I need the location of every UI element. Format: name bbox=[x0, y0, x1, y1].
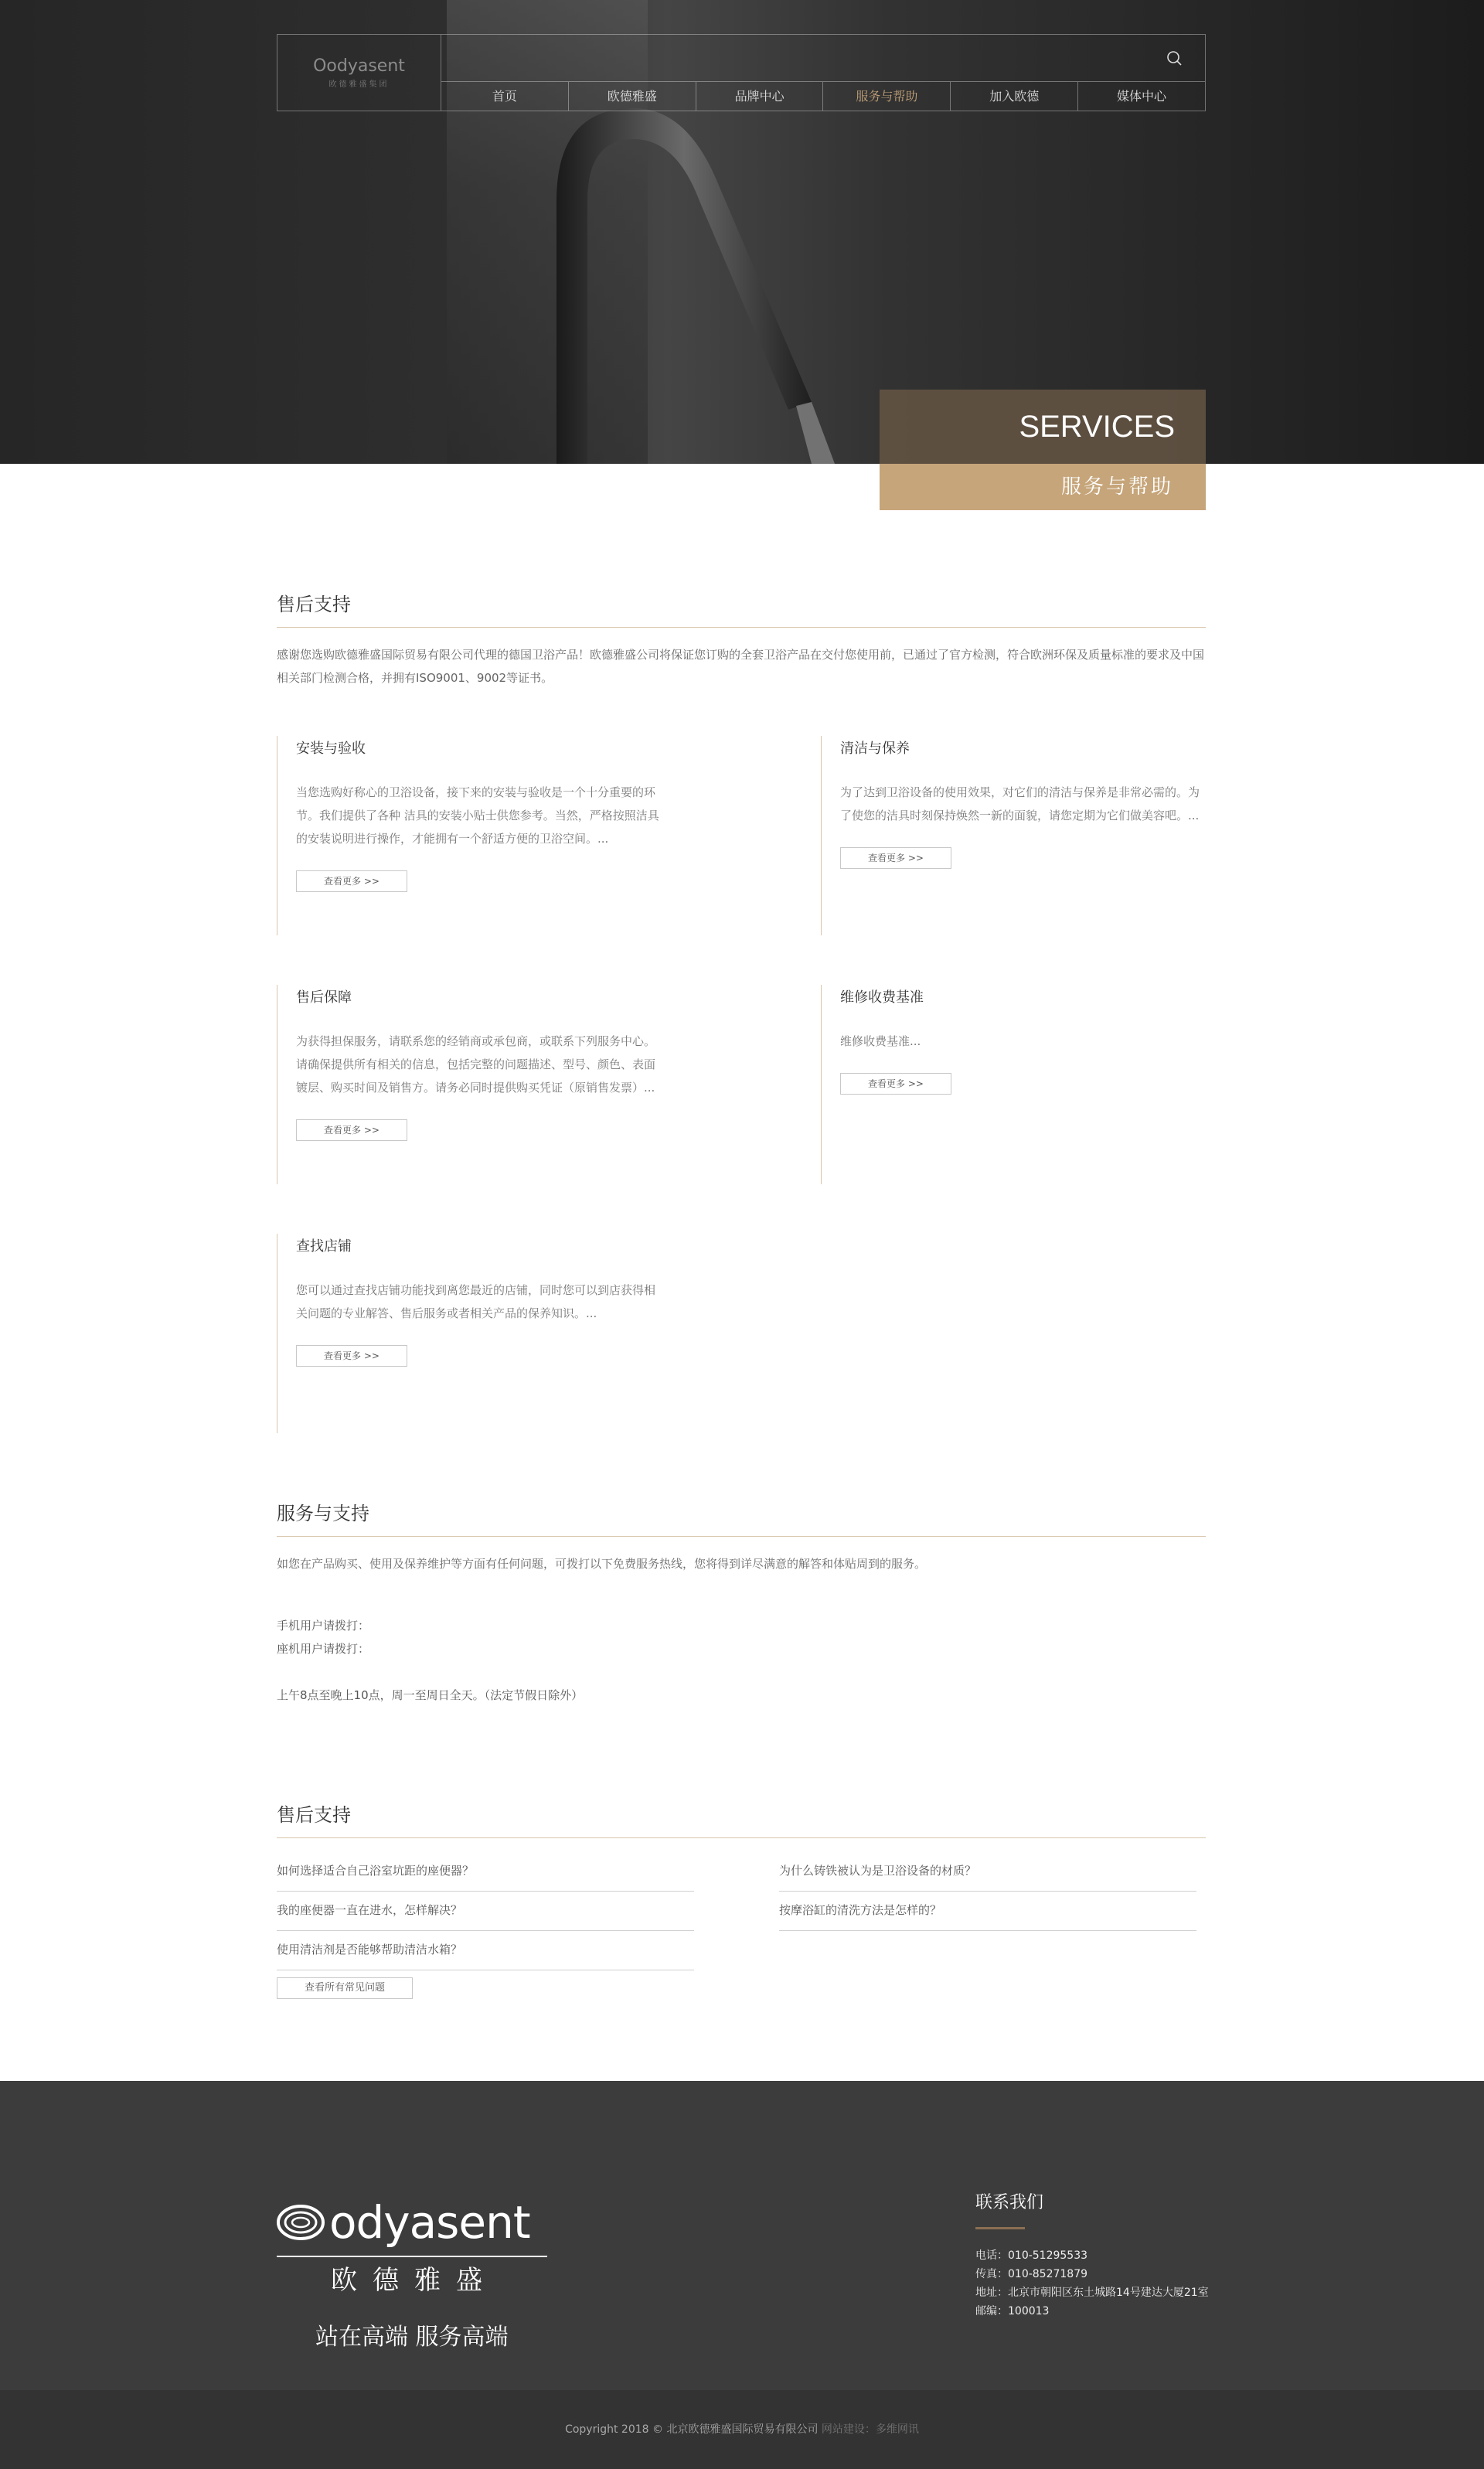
service-support-section bbox=[277, 1498, 1206, 1707]
footer-logo-line bbox=[277, 2256, 547, 2257]
copyright-bar bbox=[0, 2390, 1484, 2469]
contact-block bbox=[975, 2189, 1209, 2321]
contact-address: 地址：北京市朝阳区东土城路14号建达大厦21室 bbox=[975, 2287, 1209, 2299]
card-more-button[interactable]: 查看更多 >> bbox=[296, 870, 407, 892]
card-title: 售后保障 bbox=[296, 989, 352, 1006]
mobile-hotline: 手机用户请拨打： bbox=[277, 1619, 370, 1633]
card-text: 当您选购好称心的卫浴设备，接下来的安装与验收是一个十分重要的环节。我们提供了各种 洁具的安装小贴士供您参考。当然，严格按照洁具的安装说明进行操作，才能拥有一个舒适方便的卫浴空间。... bbox=[296, 785, 659, 846]
logo-mark-icon bbox=[277, 2205, 325, 2240]
card-more-button[interactable]: 查看更多 >> bbox=[840, 1073, 951, 1095]
faq-section bbox=[277, 1800, 1206, 1838]
all-faq-button[interactable]: 查看所有常见问题 bbox=[277, 1977, 413, 1999]
card-text: 为获得担保服务，请联系您的经销商或承包商，或联系下列服务中心。请确保提供所有相关的信息，包括完整的问题描述、型号、颜色、表面镀层、购买时间及销售方。请务必同时提供购买凭证（原销售发票）... bbox=[296, 1034, 656, 1095]
faq-item[interactable]: 按摩浴缸的清洗方法是怎样的？ bbox=[779, 1892, 1196, 1931]
landline-hotline: 座机用户请拨打： bbox=[277, 1642, 370, 1656]
contact-lines bbox=[975, 2246, 1209, 2321]
search-button[interactable] bbox=[1165, 49, 1183, 67]
card-text: 维修收费基准... bbox=[840, 1034, 921, 1048]
card-text: 为了达到卫浴设备的使用效果，对它们的清洁与保养是非常必需的。为了使您的洁具时刻保持焕然一新的面貌，请您定期为它们做美容吧。... bbox=[840, 785, 1200, 822]
menu-item-join[interactable]: 加入欧德 bbox=[950, 82, 1077, 111]
main-menu bbox=[441, 81, 1205, 111]
contact-fax: 传真：010-85271879 bbox=[975, 2268, 1088, 2280]
faq-item[interactable]: 如何选择适合自己浴室坑距的座便器？ bbox=[277, 1852, 694, 1892]
header-logo[interactable] bbox=[277, 35, 441, 111]
footer-logo[interactable] bbox=[277, 2196, 555, 2296]
footer-logo-word: odyasent bbox=[329, 2196, 530, 2249]
faq-item[interactable]: 为什么铸铁被认为是卫浴设备的材质？ bbox=[779, 1852, 1196, 1892]
menu-item-brand[interactable]: 品牌中心 bbox=[696, 82, 823, 111]
after-sales-title: 售后支持 bbox=[277, 589, 1206, 628]
contact-phone: 电话：010-51295533 bbox=[975, 2249, 1088, 2262]
footer-slogan: 站在高端 服务高端 bbox=[315, 2324, 509, 2351]
banner-title-cn: 服务与帮助 bbox=[880, 464, 1206, 510]
card-more-button[interactable]: 查看更多 >> bbox=[840, 847, 951, 869]
menu-item-media[interactable]: 媒体中心 bbox=[1077, 82, 1205, 111]
card-title: 维修收费基准 bbox=[840, 989, 924, 1006]
card-title: 清洁与保养 bbox=[840, 741, 910, 757]
card-install bbox=[277, 736, 663, 935]
faq-item[interactable]: 使用清洁剂是否能够帮助清洁水箱？ bbox=[277, 1931, 694, 1970]
service-hours: 上午8点至晚上10点，周一至周日全天。（法定节假日除外） bbox=[277, 1688, 584, 1702]
contact-divider bbox=[975, 2227, 1025, 2229]
card-warranty bbox=[277, 985, 663, 1184]
page-banner-label bbox=[880, 390, 1206, 510]
after-sales-desc: 感谢您选购欧德雅盛国际贸易有限公司代理的德国卫浴产品！欧德雅盛公司将保证您订购的全套卫浴产品在交付您使用前，已通过了官方检测，符合欧洲环保及质量标准的要求及中国相关部门检测合格，并拥有ISO9001、9002等证书。 bbox=[277, 648, 1205, 685]
site-credit-link[interactable]: 网站建设：多维网讯 bbox=[821, 2423, 919, 2436]
contact-postcode: 邮编：100013 bbox=[975, 2305, 1050, 2317]
card-title: 查找店铺 bbox=[296, 1238, 352, 1255]
menu-item-home[interactable]: 首页 bbox=[492, 89, 517, 104]
footer bbox=[0, 2081, 1484, 2390]
hero-banner bbox=[0, 0, 1484, 464]
service-title: 服务与支持 bbox=[277, 1498, 1206, 1537]
faq-item[interactable]: 我的座便器一直在进水，怎样解决？ bbox=[277, 1892, 694, 1931]
banner-title-en: SERVICES bbox=[880, 390, 1206, 464]
faq-col-left bbox=[277, 1852, 694, 1970]
faq-title: 售后支持 bbox=[277, 1800, 1206, 1838]
search-icon bbox=[1165, 49, 1183, 67]
card-more-button[interactable]: 查看更多 >> bbox=[296, 1345, 407, 1367]
contact-title: 联系我们 bbox=[975, 2193, 1044, 2212]
footer-logo-cn: 欧德雅盛 bbox=[331, 2265, 498, 2296]
card-find-store bbox=[277, 1234, 663, 1433]
support-cards bbox=[277, 736, 1206, 1432]
menu-item-about[interactable]: 欧德雅盛 bbox=[568, 82, 696, 111]
card-title: 安装与验收 bbox=[296, 741, 366, 757]
card-cleaning bbox=[821, 736, 1207, 935]
faucet-image bbox=[541, 93, 897, 464]
header-logo-word: Oodyasent bbox=[313, 56, 405, 76]
menu-item-services[interactable]: 服务与帮助 bbox=[822, 82, 950, 111]
card-repair-fee bbox=[821, 985, 1207, 1184]
header-logo-sub: 欧德雅盛集团 bbox=[328, 80, 390, 89]
after-sales-section bbox=[277, 589, 1206, 690]
card-text: 您可以通过查找店铺功能找到离您最近的店铺，同时您可以到店获得相关问题的专业解答、售后服务或者相关产品的保养知识。... bbox=[296, 1283, 656, 1320]
top-navigation bbox=[277, 34, 1206, 111]
copyright-text: Copyright 2018 © 北京欧德雅盛国际贸易有限公司 bbox=[565, 2423, 819, 2436]
faq-col-right bbox=[779, 1852, 1196, 1931]
hotline-block bbox=[277, 1614, 1206, 1707]
service-desc: 如您在产品购买、使用及保养维护等方面有任何问题，可拨打以下免费服务热线，您将得到详尽满意的解答和体贴周到的服务。 bbox=[277, 1557, 927, 1571]
card-more-button[interactable]: 查看更多 >> bbox=[296, 1119, 407, 1141]
